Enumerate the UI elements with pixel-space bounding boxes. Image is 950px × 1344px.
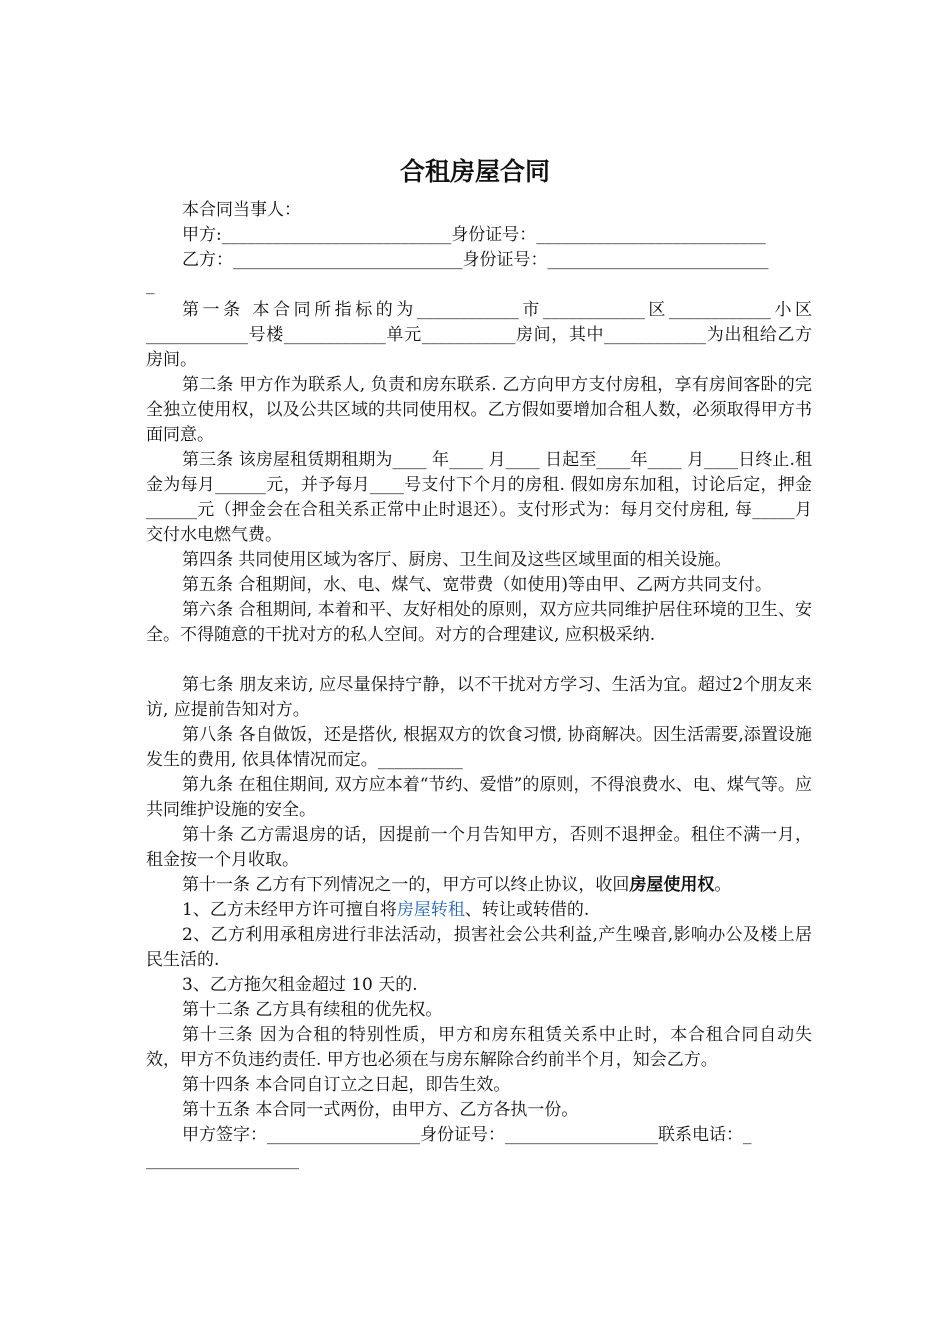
clause-8: 第八条 各自做饭，还是搭伙, 根据双方的饮食习惯, 协商解决。因生活需要,添置设施发生的费用, 依具体情况而定。__________ <box>146 725 812 770</box>
clause-12: 第十二条 乙方具有续租的优先权。 <box>182 1000 443 1020</box>
parties-intro: 本合同当事人： <box>182 200 301 220</box>
clause-10: 第十条 乙方需退房的话，因提前一个月告知甲方，否则不退押金。租住不满一月，租金按一个月收取。 <box>146 825 812 870</box>
clause-11-end: 。 <box>714 875 732 895</box>
sublet-link[interactable]: 房屋转租 <box>396 900 465 920</box>
clause-11 <box>146 873 812 898</box>
clause-4: 第四条 共同使用区域为客厅、厨房、卫生间及这些区域里面的相关设施。 <box>182 550 732 570</box>
clause-11-text: 第十一条 乙方有下列情况之一的，甲方可以终止协议，收回 <box>182 875 630 895</box>
party-b-line: 乙方：___________________________身份证号：__________________________ <box>182 250 769 270</box>
clause-3: 第三条 该房屋租赁期租期为____ 年____ 月____ 日起至____年____ 月____日终止.租金为每月______元，并予每月____号支付下个月的房租. 假如房东加租，讨论后定，押金______元（押金会在合租关系正常中止时退还）。支付形式为：每月交付房租, 每_____月交付水电燃气费。 <box>146 450 812 545</box>
clause-6: 第六条 合租期间, 本着和平、友好相处的原则，双方应共同维护居住环境的卫生、安全。不得随意的干扰对方的私人空间。对方的合理建议, 应积极采纳. <box>146 600 812 645</box>
item-1-text: 1、乙方未经甲方许可擅自将 <box>182 900 397 920</box>
clause-11-item-2: 2、乙方利用承租房进行非法活动，损害社会公共利益,产生噪音,影响办公及楼上居民生活的. <box>146 925 812 970</box>
clause-1: 第一条 本合同所指标的为____________市____________区____________小区____________号楼____________单元___________房间，其中____________为出租给乙方房间。 <box>146 300 812 370</box>
paragraph-spacer <box>146 648 812 673</box>
signature-line: 甲方签字：__________________身份证号：__________________联系电话：_ <box>182 1125 752 1145</box>
parties-trailing-underline: _ <box>146 275 155 295</box>
clause-11-item-3: 3、乙方拖欠租金超过 10 天的. <box>182 975 418 995</box>
clause-13: 第十三条 因为合租的特别性质，甲方和房东租赁关系中止时，本合租合同自动失效，甲方不负违约责任. 甲方也必须在与房东解除合约前半个月，知会乙方。 <box>146 1025 812 1070</box>
clause-2: 第二条 甲方作为联系人, 负责和房东联系. 乙方向甲方支付房租，享有房间客卧的完全独立使用权，以及公共区域的共同使用权。乙方假如要增加合租人数，必须取得甲方书面同意。 <box>146 375 812 445</box>
clause-5: 第五条 合租期间，水、电、煤气、宽带费（如使用)等由甲、乙两方共同支付。 <box>182 575 773 595</box>
contract-body <box>146 198 812 1173</box>
clause-11-item-1 <box>146 898 812 923</box>
signature-trailing-underline: __________________ <box>146 1150 299 1170</box>
party-a-line: 甲方:___________________________身份证号：___________________________ <box>182 225 766 245</box>
document-title: 合租房屋合同 <box>399 157 550 186</box>
clause-11-keyword: 房屋使用权 <box>629 875 715 895</box>
clause-15: 第十五条 本合同一式两份，由甲方、乙方各执一份。 <box>182 1100 579 1120</box>
clause-14: 第十四条 本合同自订立之日起，即告生效。 <box>182 1075 511 1095</box>
item-1-end: 、转让或转借的. <box>464 900 590 920</box>
clause-7: 第七条 朋友来访, 应尽量保持宁静，以不干扰对方学习、生活为宜。超过2个朋友来访, 应提前告知对方。 <box>146 675 812 720</box>
clause-9: 第九条 在租住期间, 双方应本着“节约、爱惜”的原则，不得浪费水、电、煤气等。应共同维护设施的安全。 <box>146 775 812 820</box>
